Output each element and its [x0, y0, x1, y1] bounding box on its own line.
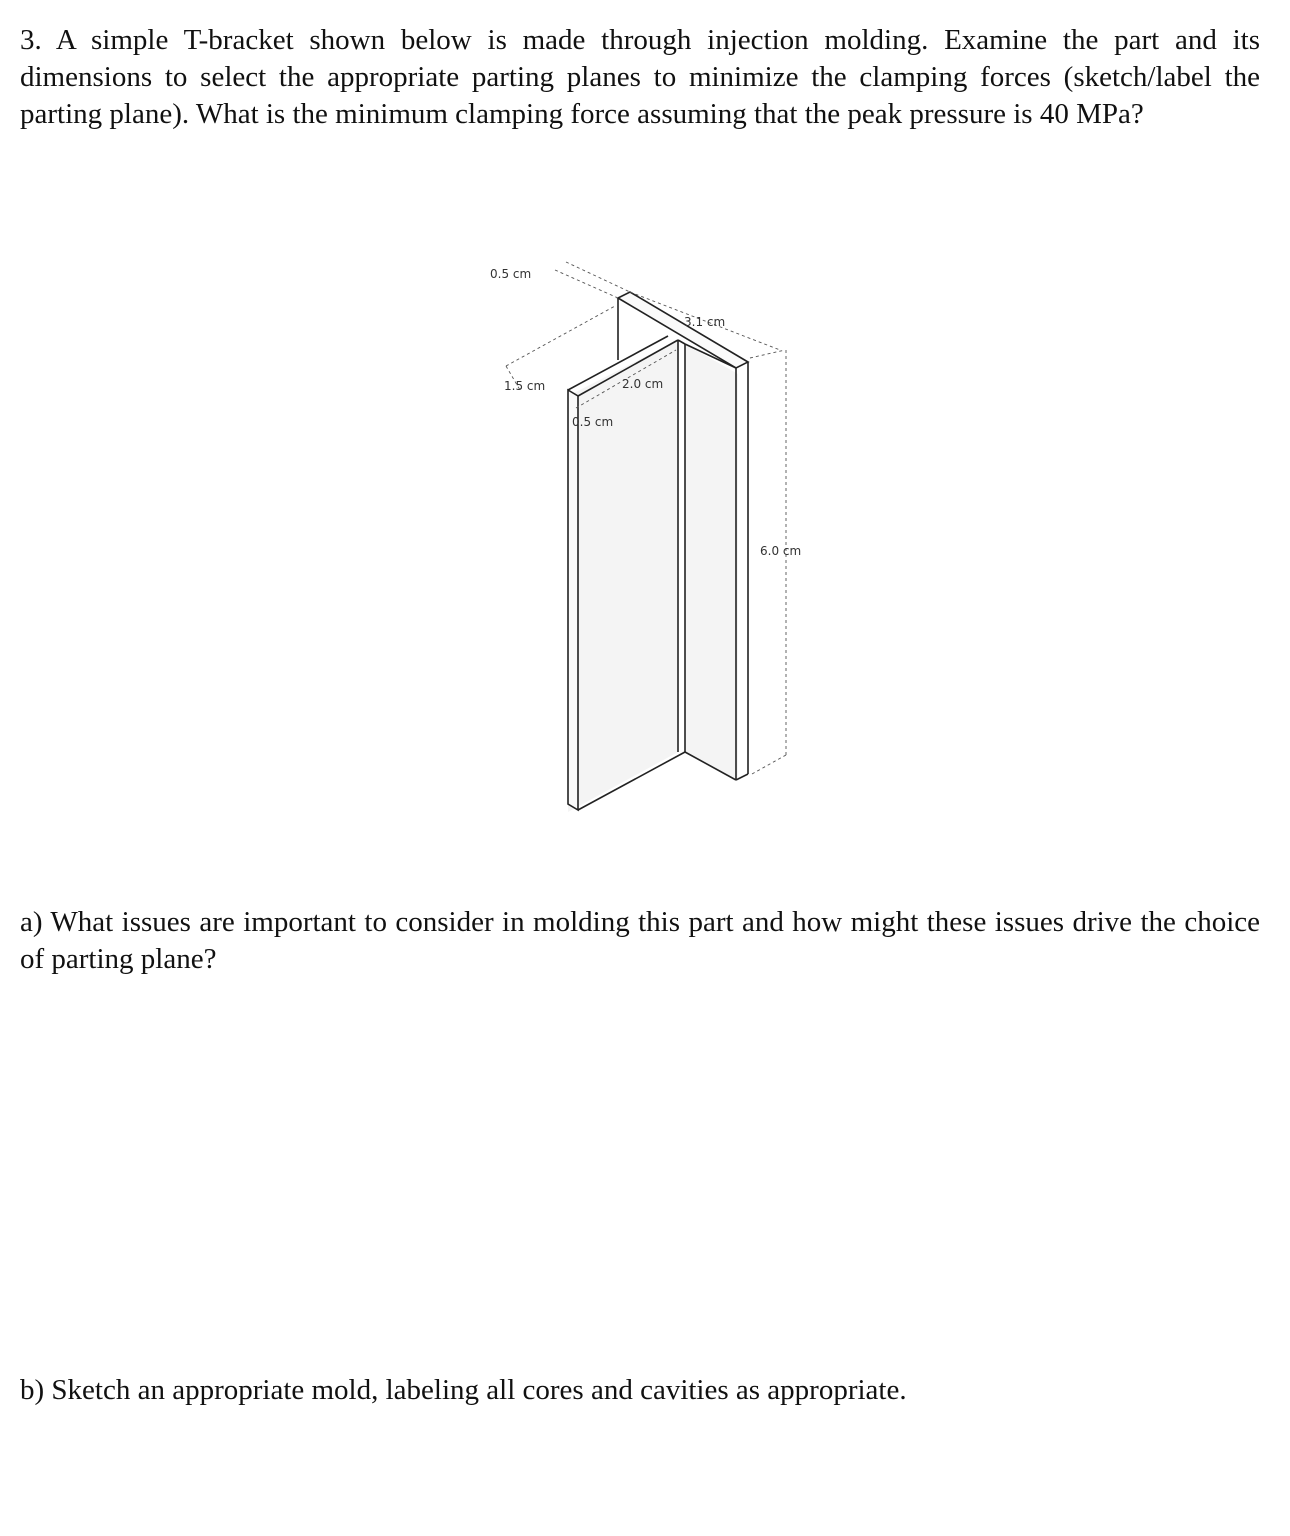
- dim-label-top-width: 3.1 cm: [684, 315, 726, 329]
- dim-label-height: 6.0 cm: [760, 544, 802, 558]
- question-part-a-text: a) What issues are important to consider in molding this part and how might these issues drive the choice of parting plane?: [20, 906, 1260, 975]
- dim-label-depth: 1.5 cm: [504, 379, 546, 393]
- dim-label-flange-thickness: 0.5 cm: [490, 267, 532, 281]
- surface-shading: [568, 340, 738, 812]
- t-bracket-drawing: [480, 240, 840, 830]
- question-main-text: 3. A simple T-bracket shown below is made through injection molding. Examine the part and its dimensions to select the appropriate parting planes to minimize the clamping forces (sketch/label the parting plane). What is the minimum clamping force assuming that the peak pressure is 40 MPa?: [20, 24, 1260, 130]
- t-bracket-figure: [480, 240, 840, 830]
- dim-label-web-thickness: 0.5 cm: [572, 415, 614, 429]
- question-part-b-text: b) Sketch an appropriate mold, labeling all cores and cavities as appropriate.: [20, 1374, 907, 1406]
- dim-label-web-width: 2.0 cm: [622, 377, 664, 391]
